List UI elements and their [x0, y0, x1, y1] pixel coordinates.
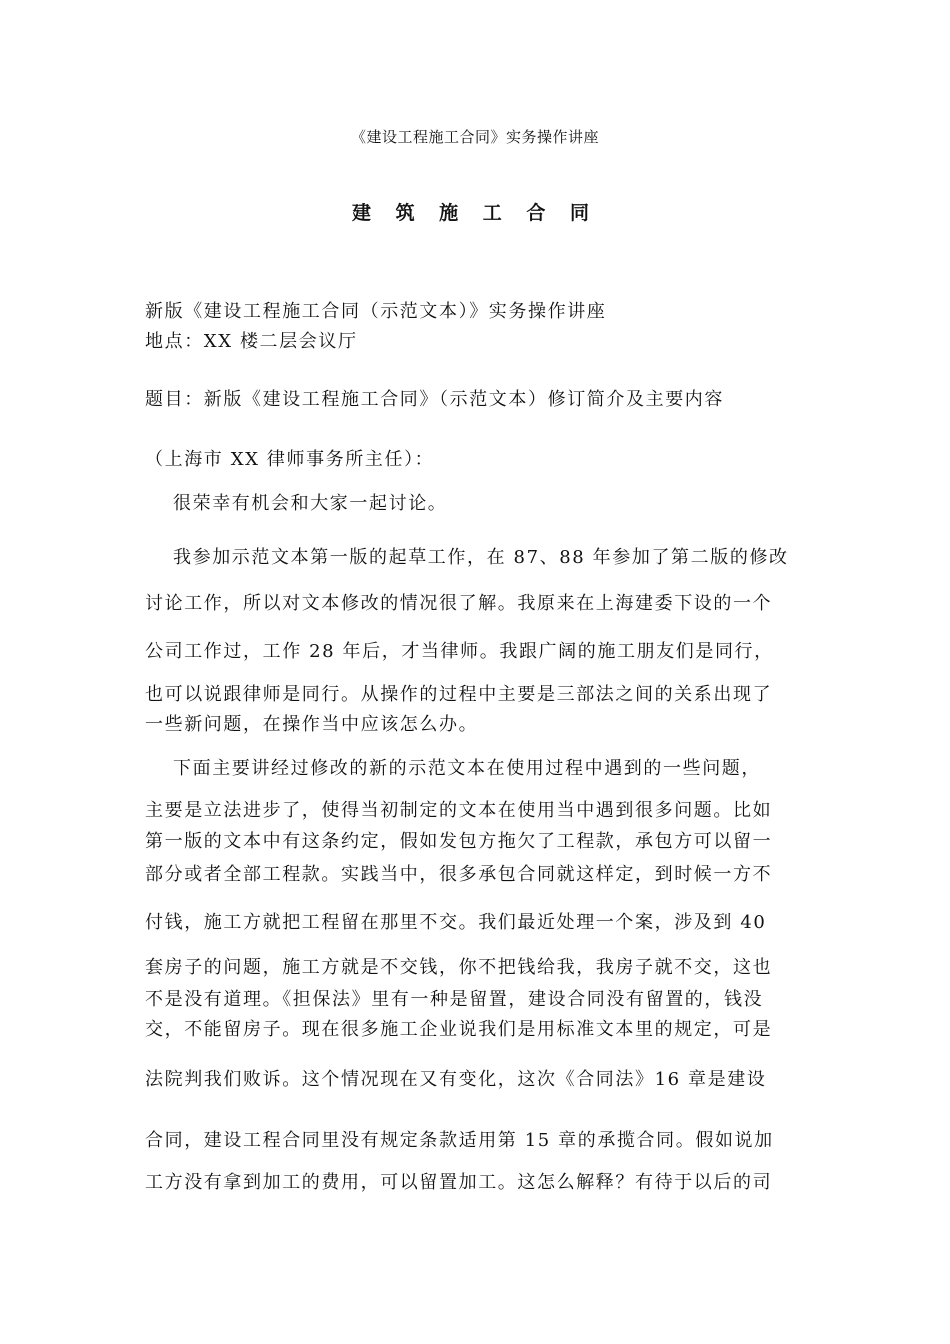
body-text-line: 第一版的文本中有这条约定，假如发包方拖欠了工程款，承包方可以留一 — [145, 831, 773, 852]
body-text-line: 一些新问题，在操作当中应该怎么办。 — [145, 714, 479, 735]
location-line: 地点：XX 楼二层会议厅 — [145, 331, 358, 352]
subtitle-line: 新版《建设工程施工合同（示范文本）》实务操作讲座 — [145, 301, 607, 322]
body-text-line: 主要是立法进步了，使得当初制定的文本在使用当中遇到很多问题。比如 — [145, 800, 773, 821]
body-text-line: 也可以说跟律师是同行。从操作的过程中主要是三部法之间的关系出现了 — [145, 684, 773, 705]
body-text-line: 部分或者全部工程款。实践当中，很多承包合同就这样定，到时候一方不 — [145, 864, 773, 885]
body-text-line: 法院判我们败诉。这个情况现在又有变化，这次《合同法》16 章是建设 — [145, 1069, 767, 1090]
speaker-line: （上海市 XX 律师事务所主任）： — [145, 449, 435, 470]
body-text-line: 很荣幸有机会和大家一起讨论。 — [173, 493, 448, 514]
body-text-line: 讨论工作，所以对文本修改的情况很了解。我原来在上海建委下设的一个 — [145, 593, 773, 614]
body-text-line: 付钱，施工方就把工程留在那里不交。我们最近处理一个案，涉及到 40 — [145, 912, 767, 933]
body-text-line: 套房子的问题，施工方就是不交钱，你不把钱给我，我房子就不交，这也 — [145, 957, 773, 978]
body-text-line: 工方没有拿到加工的费用，可以留置加工。这怎么解释？有待于以后的司 — [145, 1172, 773, 1193]
body-text-line: 交，不能留房子。现在很多施工企业说我们是用标准文本里的规定，可是 — [145, 1019, 773, 1040]
body-text-line: 不是没有道理。《担保法》里有一种是留置，建设合同没有留置的，钱没 — [145, 989, 764, 1010]
topic-line: 题目：新版《建设工程施工合同》（示范文本）修订简介及主要内容 — [145, 389, 724, 410]
body-text-line: 公司工作过，工作 28 年后，才当律师。我跟广阔的施工朋友们是同行， — [145, 641, 774, 662]
body-text-line: 下面主要讲经过修改的新的示范文本在使用过程中遇到的一些问题， — [173, 758, 761, 779]
body-text-line: 合同，建设工程合同里没有规定条款适用第 15 章的承揽合同。假如说加 — [145, 1130, 774, 1151]
body-text-line: 我参加示范文本第一版的起草工作，在 87、88 年参加了第二版的修改 — [173, 547, 789, 568]
document-title: 建 筑 施 工 合 同 — [351, 202, 599, 224]
lecture-header-title: 《建设工程施工合同》实务操作讲座 — [350, 128, 599, 146]
